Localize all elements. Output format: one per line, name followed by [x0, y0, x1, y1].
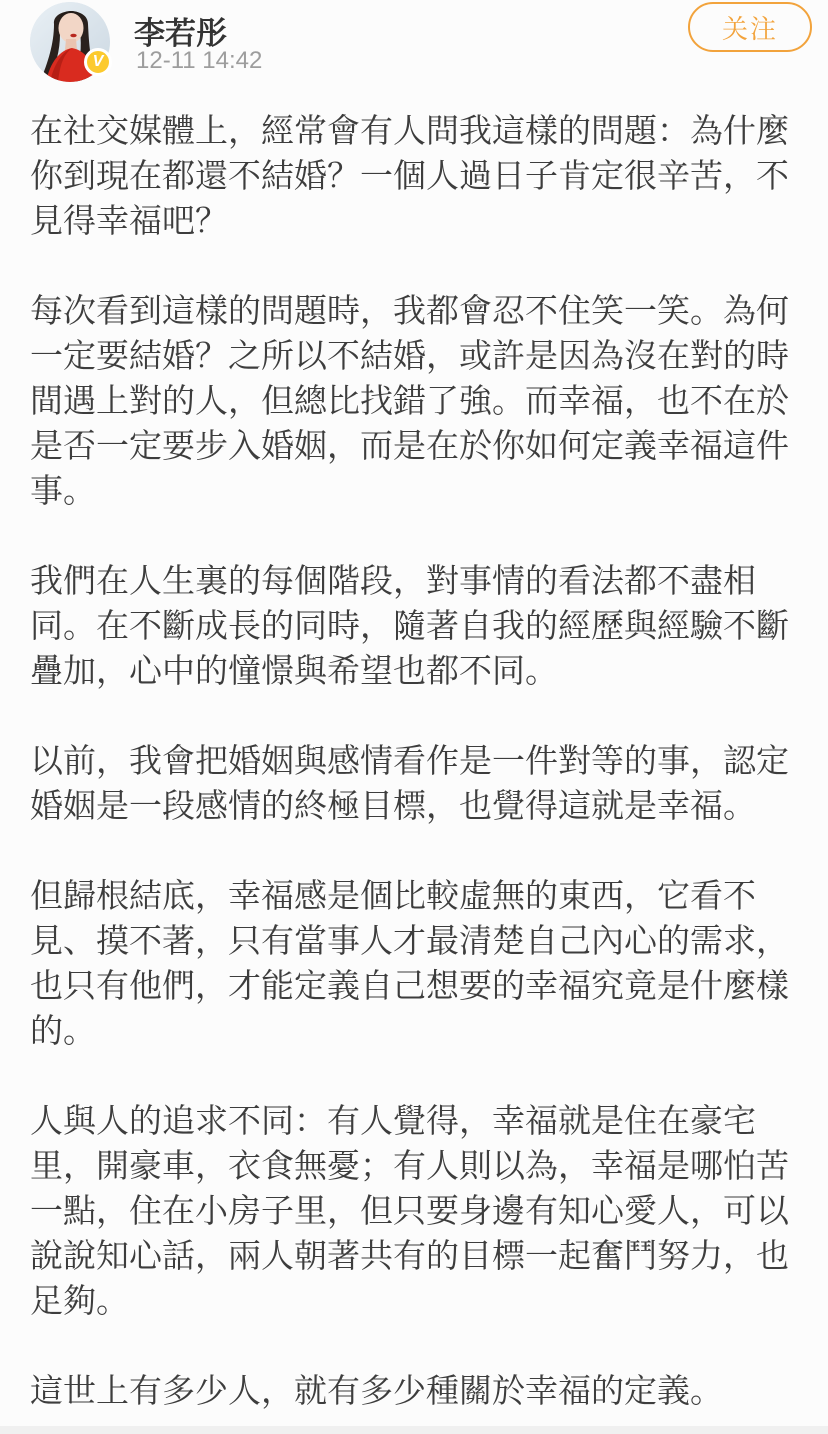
post-paragraph: 以前，我會把婚姻與感情看作是一件對等的事，認定婚姻是一段感情的終極目標，也覺得這就是幸福。	[30, 742, 789, 824]
post-paragraph: 這世上有多少人，就有多少種關於幸福的定義。	[30, 1372, 723, 1409]
post-paragraph: 但歸根結底，幸福感是個比較虛無的東西，它看不見、摸不著，只有當事人才最清楚自己內心的需求，也只有他們，才能定義自己想要的幸福究竟是什麼樣的。	[30, 877, 789, 1049]
post-paragraph: 我們在人生裏的每個階段，對事情的看法都不盡相同。在不斷成長的同時，隨著自我的經歷與經驗不斷疊加，心中的憧憬與希望也都不同。	[30, 562, 789, 689]
post-timestamp: 12-11 14:42	[136, 47, 263, 74]
post-paragraph: 每次看到這樣的問題時，我都會忍不住笑一笑。為何一定要結婚？之所以不結婚，或許是因為沒在對的時間遇上對的人，但總比找錯了強。而幸福，也不在於是否一定要步入婚姻，而是在於你如何定義幸福這件事。	[30, 292, 789, 509]
post-content	[0, 108, 828, 1413]
post-header	[0, 0, 828, 108]
follow-button[interactable]: 关注	[688, 2, 812, 52]
post-paragraph: 在社交媒體上，經常會有人問我這樣的問題：為什麼你到現在都還不結婚？一個人過日子肯定很辛苦，不見得幸福吧？	[30, 112, 789, 239]
user-name[interactable]: 李若彤	[134, 16, 227, 51]
verified-badge-icon: V	[84, 48, 112, 76]
post-paragraph: 人與人的追求不同：有人覺得，幸福就是住在豪宅里，開豪車，衣食無憂；有人則以為，幸福是哪怕苦一點，住在小房子里，但只要身邊有知心愛人，可以說說知心話，兩人朝著共有的目標一起奮鬥努力，也足夠。	[30, 1102, 789, 1319]
bottom-divider	[0, 1426, 828, 1434]
